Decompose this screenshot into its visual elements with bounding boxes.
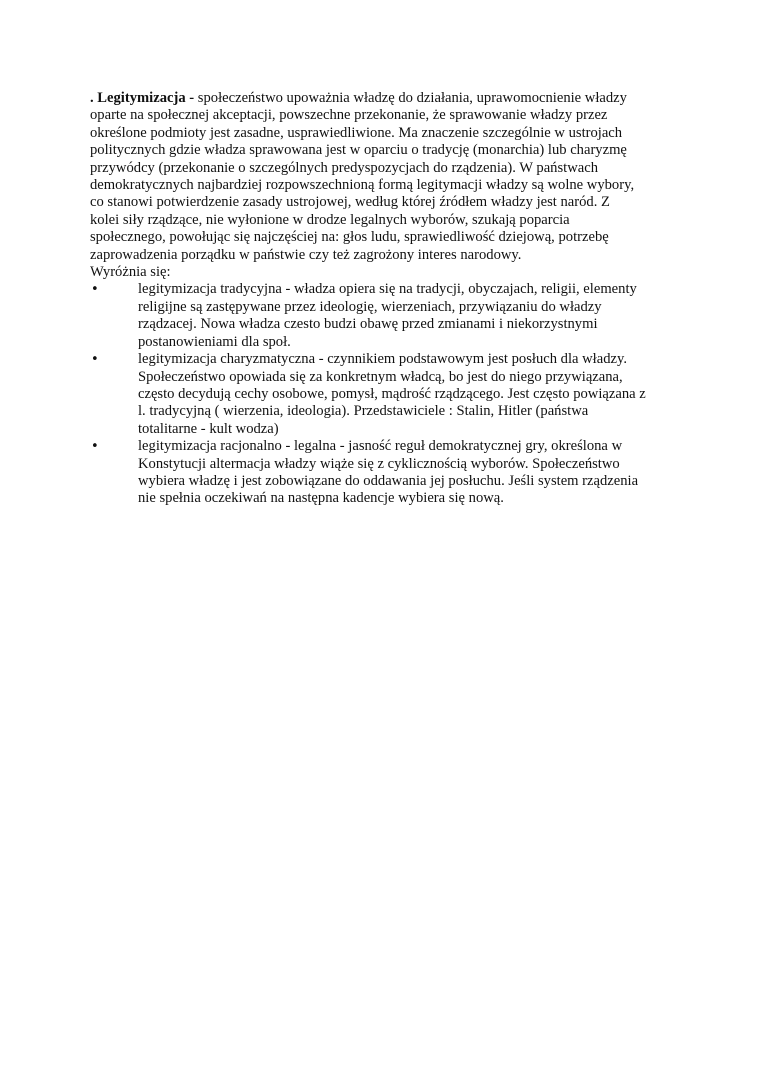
list-item-line: nie spełnia oczekiwań na następna kadencje wybiera się nową.	[138, 490, 504, 507]
intro-line-1	[90, 90, 675, 107]
list-item-line: rządzacej. Nowa władza czesto budzi obawę przed zmianami i niekorzystnymi	[138, 316, 598, 333]
list-item-traditional	[90, 281, 675, 351]
list-item-line: legitymizacja charyzmatyczna - czynnikiem podstawowym jest posłuch dla władzy.	[138, 351, 627, 368]
list-item-line: religijne są zastępywane przez ideologię, wierzeniach, przywiązaniu do władzy	[138, 298, 602, 315]
document-body	[90, 90, 675, 508]
bullet-icon: •	[91, 352, 99, 368]
term-heading: . Legitymizacja -	[90, 90, 195, 106]
bullet-icon: •	[91, 282, 99, 298]
intro-line: kolei siły rządzące, nie wyłonione w drodze legalnych wyborów, szukają poparcia	[90, 211, 570, 228]
intro-line: co stanowi potwierdzenie zasady ustrojowej, według której źródłem władzy jest naród. Z	[90, 194, 610, 211]
list-item-line: wybiera władzę i jest zobowiązane do oddawania jej posłuchu. Jeśli system rządzenia	[138, 472, 639, 489]
intro-line: oparte na społecznej akceptacji, powszechne przekonanie, że sprawowanie władzy przez	[90, 107, 608, 124]
intro-line-text: społeczeństwo upoważnia władzę do działania, uprawomocnienie władzy	[194, 90, 627, 106]
intro-line: określone podmioty jest zasadne, usprawiedliwione. Ma znaczenie szczególnie w ustrojach	[90, 124, 623, 141]
list-label: Wyróżnia się:	[90, 264, 171, 281]
legitimization-types-list	[90, 281, 675, 507]
intro-line: społecznego, powołując się najczęściej na: głos ludu, sprawiedliwość dziejową, potrzebę	[90, 229, 609, 246]
intro-line: przywódcy (przekonanie o szczególnych predyspozycjach do rządzenia). W państwach	[90, 159, 598, 176]
list-item-line: l. tradycyjną ( wierzenia, ideologia). Przedstawiciele : Stalin, Hitler (państwa	[138, 403, 589, 420]
intro-line: zaprowadzenia porządku w państwie czy też zagrożony interes narodowy.	[90, 246, 522, 263]
intro-paragraph	[90, 90, 675, 264]
list-item-line: Społeczeństwo opowiada się za konkretnym władcą, bo jest do niego przywiązana,	[138, 368, 623, 385]
intro-line: demokratycznych najbardziej rozpowszechnioną formą legitymacji władzy są wolne wybory,	[90, 177, 635, 194]
intro-line: politycznych gdzie władza sprawowana jest w oparciu o tradycję (monarchia) lub charyzmę	[90, 142, 627, 159]
list-item-charismatic	[90, 351, 675, 438]
list-item-line: totalitarne - kult wodza)	[138, 420, 279, 437]
bullet-icon: •	[91, 439, 99, 455]
list-item-line: Konstytucji altermacja władzy wiąże się z cyklicznością wyborów. Społeczeństwo	[138, 455, 620, 472]
list-item-line: legitymizacja tradycyjna - władza opiera się na tradycji, obyczajach, religii, elementy	[138, 281, 637, 298]
list-item-line: postanowieniami dla społ.	[138, 333, 291, 350]
list-item-line: legitymizacja racjonalno - legalna - jasność reguł demokratycznej gry, określona w	[138, 438, 623, 455]
list-item-rational-legal	[90, 438, 675, 508]
list-item-line: często decydują cechy osobowe, pomysł, mądrość rządzącego. Jest często powiązana z	[138, 385, 646, 402]
